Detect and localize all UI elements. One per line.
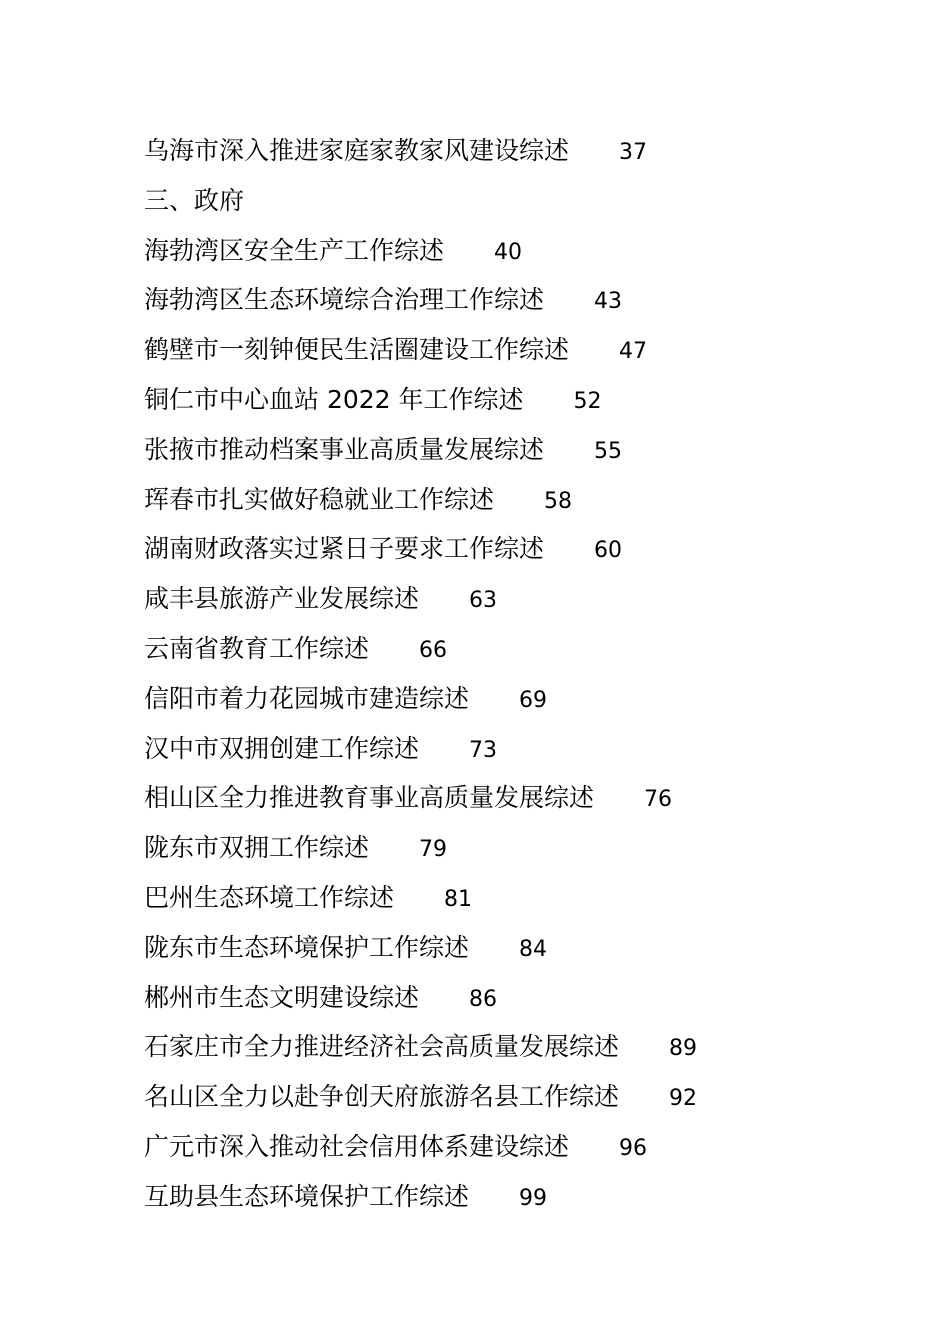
toc-entry-title: 珲春市扎实做好稳就业工作综述	[144, 484, 495, 514]
toc-entry-title: 相山区全力推进教育事业高质量发展综述	[144, 783, 595, 813]
toc-entry	[144, 624, 904, 674]
toc-entry	[144, 973, 904, 1023]
toc-entry-page: 43	[594, 289, 623, 315]
toc-entry-title: 陇东市双拥工作综述	[144, 833, 370, 863]
toc-entry	[144, 1122, 904, 1172]
toc-entry	[144, 325, 904, 375]
toc-entry-page: 55	[594, 438, 623, 464]
toc-entry-title: 巴州生态环境工作综述	[144, 882, 395, 912]
toc-entry-page: 92	[669, 1086, 698, 1112]
toc-entry-title: 广元市深入推动社会信用体系建设综述	[144, 1131, 570, 1161]
toc-entry	[144, 873, 904, 923]
toc-entry-page: 40	[494, 239, 523, 265]
toc-entry-title: 名山区全力以赴争创天府旅游名县工作综述	[144, 1082, 620, 1112]
table-of-contents	[144, 126, 904, 1222]
toc-entry-page: 58	[544, 488, 573, 514]
toc-entry-title: 海勃湾区安全生产工作综述	[144, 235, 445, 265]
toc-entry	[144, 475, 904, 525]
toc-entry-title: 铜仁市中心血站 2022 年工作综述	[144, 384, 524, 414]
toc-entry	[144, 1172, 904, 1222]
toc-entry-page: 89	[669, 1036, 698, 1062]
toc-entry-title: 石家庄市全力推进经济社会高质量发展综述	[144, 1032, 620, 1062]
toc-entry-page: 52	[573, 388, 602, 414]
toc-entry	[144, 1022, 904, 1072]
toc-entry	[144, 126, 904, 176]
toc-entry	[144, 574, 904, 624]
toc-entry-title: 湖南财政落实过紧日子要求工作综述	[144, 534, 545, 564]
toc-entry	[144, 275, 904, 325]
toc-entry-page: 47	[619, 339, 648, 365]
section-title: 三、政府	[144, 185, 245, 215]
toc-entry-title: 乌海市深入推进家庭家教家风建设综述	[144, 136, 570, 165]
toc-entry-title: 鹤壁市一刻钟便民生活圈建设工作综述	[144, 335, 570, 365]
toc-entry	[144, 1072, 904, 1122]
toc-entry-title: 信阳市着力花园城市建造综述	[144, 683, 470, 713]
toc-entry-page: 81	[444, 886, 473, 912]
toc-entry-page: 96	[619, 1135, 648, 1161]
toc-entry	[144, 773, 904, 823]
toc-entry-page: 69	[519, 687, 548, 713]
toc-entry	[144, 524, 904, 574]
toc-entry	[144, 674, 904, 724]
toc-entry	[144, 226, 904, 276]
toc-entry-page: 84	[519, 936, 548, 962]
toc-entry-page: 66	[419, 637, 448, 663]
toc-entry-title: 郴州市生态文明建设综述	[144, 982, 420, 1012]
toc-entry-page: 37	[619, 140, 648, 165]
toc-entry-page: 63	[469, 588, 498, 614]
toc-entry	[144, 724, 904, 774]
toc-entry-title: 咸丰县旅游产业发展综述	[144, 584, 420, 614]
toc-entry	[144, 923, 904, 973]
toc-entry-title: 云南省教育工作综述	[144, 633, 370, 663]
toc-entry	[144, 823, 904, 873]
toc-entry-page: 76	[644, 787, 673, 813]
toc-entry-title: 张掖市推动档案事业高质量发展综述	[144, 434, 545, 464]
toc-section-heading	[144, 176, 904, 226]
toc-entry-title: 海勃湾区生态环境综合治理工作综述	[144, 285, 545, 315]
toc-entry-page: 60	[594, 538, 623, 564]
toc-entry-title: 汉中市双拥创建工作综述	[144, 733, 420, 763]
toc-entry-page: 79	[419, 837, 448, 863]
toc-entry-page: 73	[469, 737, 498, 763]
toc-entry	[144, 425, 904, 475]
toc-entry-title: 陇东市生态环境保护工作综述	[144, 932, 470, 962]
toc-entry	[144, 375, 904, 425]
toc-entry-page: 99	[519, 1185, 548, 1211]
toc-entry-title: 互助县生态环境保护工作综述	[144, 1181, 470, 1211]
toc-entry-page: 86	[469, 986, 498, 1012]
